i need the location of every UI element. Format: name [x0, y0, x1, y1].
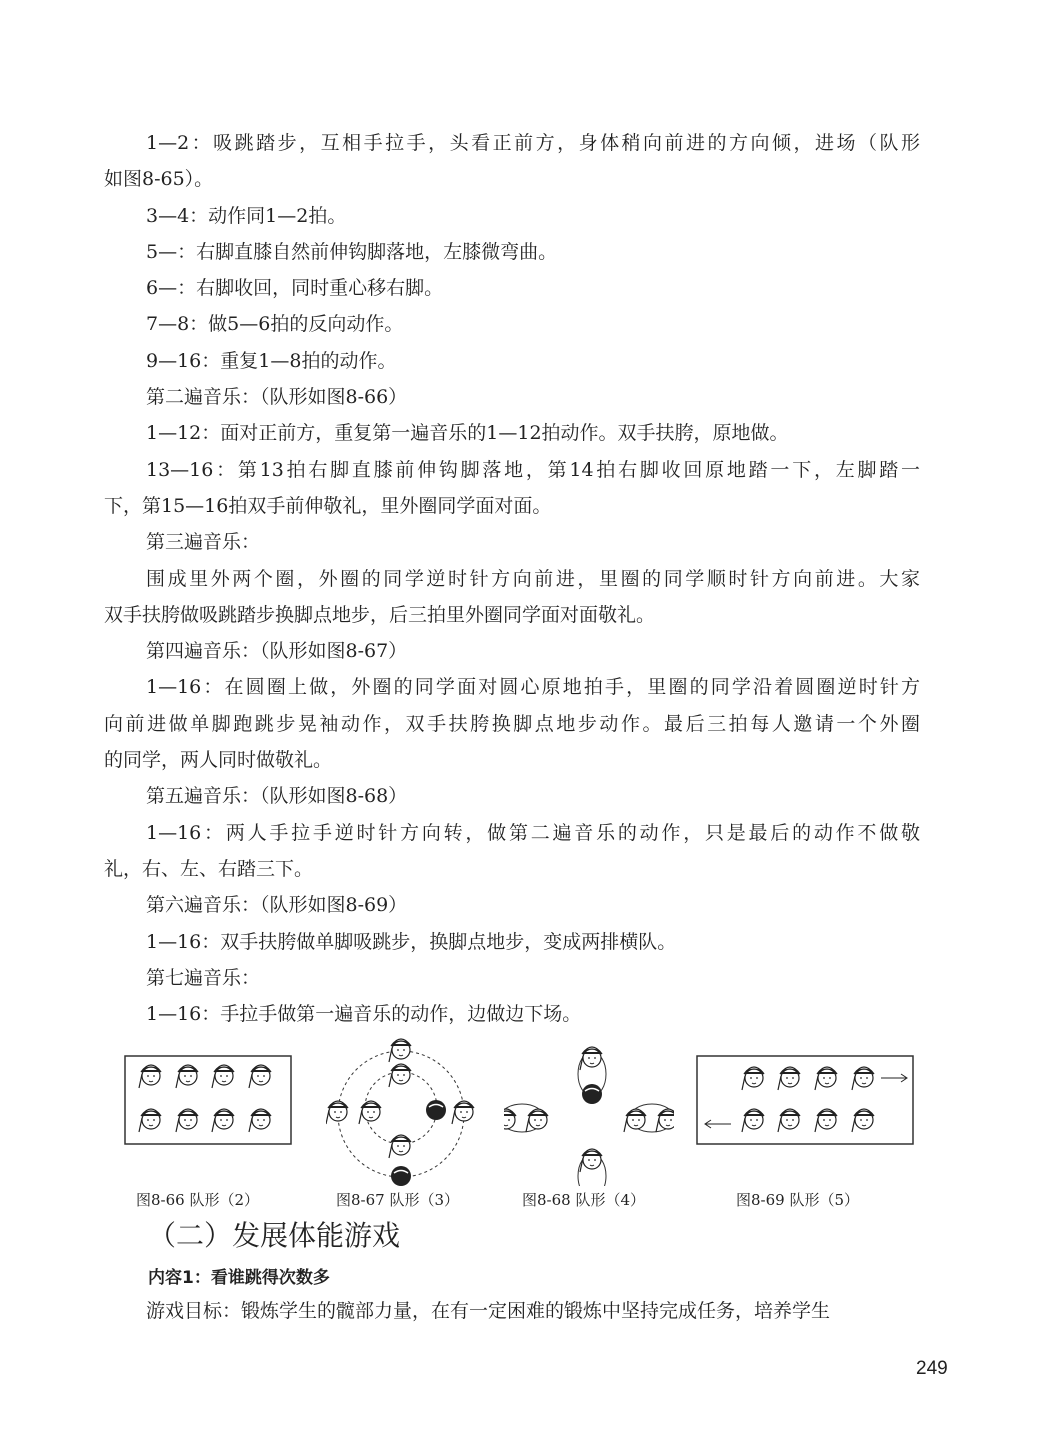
person-face-icon	[778, 1109, 800, 1132]
person-face-icon	[139, 1065, 161, 1088]
paragraph-line: 第二遍音乐：（队形如图8-66）	[146, 386, 408, 409]
paragraph-line: 第六遍音乐：（队形如图8-69）	[146, 894, 408, 917]
person-face-icon	[852, 1067, 874, 1090]
paragraph-line: 1—16：手拉手做第一遍音乐的动作，边做边下场。	[146, 1003, 582, 1026]
person-back-icon	[391, 1166, 411, 1186]
paragraph-line: 3—4：动作同1—2拍。	[146, 204, 347, 227]
person-face-icon	[326, 1101, 348, 1124]
person-face-icon	[656, 1109, 674, 1132]
arrow-left-icon	[705, 1120, 731, 1128]
arrow-right-icon	[881, 1074, 907, 1082]
paragraph-line: 向前进做单脚跑跳步晃袖动作，双手扶胯换脚点地步动作。最后三拍每人邀请一个外圈	[104, 712, 920, 735]
person-face-icon	[249, 1109, 271, 1132]
person-face-icon	[139, 1109, 161, 1132]
paragraph-line: 第四遍音乐：（队形如图8-67）	[146, 640, 408, 663]
figure-caption: 图8-67 队形（3）	[336, 1191, 460, 1209]
section-heading: （二）发展体能游戏	[148, 1219, 401, 1252]
paragraph-line: 礼，右、左、右踏三下。	[104, 857, 314, 880]
page-number: 249	[916, 1358, 948, 1379]
person-face-icon	[504, 1109, 516, 1132]
paragraph-line: 1—16：双手扶胯做单脚吸跳步，换脚点地步，变成两排横队。	[146, 930, 677, 953]
person-face-icon	[526, 1109, 548, 1132]
paragraph-line: 5—：右脚直膝自然前伸钩脚落地，左膝微弯曲。	[146, 240, 558, 263]
person-face-icon	[815, 1067, 837, 1090]
paragraph-line: 双手扶胯做吸跳踏步换脚点地步，后三拍里外圈同学面对面敬礼。	[104, 603, 656, 626]
paragraph-line: 围成里外两个圈，外圈的同学逆时针方向前进，里圈的同学顺时针方向前进。大家	[146, 567, 920, 590]
figure-8-68	[504, 1036, 674, 1186]
paragraph-line: 第七遍音乐：	[146, 966, 261, 989]
paragraph-line: 的同学，两人同时做敬礼。	[104, 749, 333, 772]
person-face-icon	[359, 1101, 381, 1124]
person-back-icon	[582, 1084, 602, 1104]
person-face-icon	[212, 1065, 234, 1088]
formation-box	[697, 1056, 913, 1144]
paragraph-line: 7—8：做5—6拍的反向动作。	[146, 313, 404, 336]
paragraph-line: 13—16：第13拍右脚直膝前伸钩脚落地，第14拍右脚收回原地踏一下，左脚踏一	[146, 458, 920, 481]
person-face-icon	[624, 1109, 646, 1132]
paragraph-line: 游戏目标：锻炼学生的髋部力量，在有一定困难的锻炼中坚持完成任务，培养学生	[146, 1300, 831, 1322]
figure-caption: 图8-68 队形（4）	[522, 1191, 646, 1209]
person-face-icon	[815, 1109, 837, 1132]
paragraph-line: 1—16：在圆圈上做，外圈的同学面对圆心原地拍手，里圈的同学沿着圆圈逆时针方	[146, 676, 920, 699]
formation-figures	[104, 1036, 934, 1186]
person-face-icon	[176, 1065, 198, 1088]
person-face-icon	[742, 1109, 764, 1132]
figure-8-69	[696, 1036, 916, 1146]
person-face-icon	[852, 1109, 874, 1132]
paragraph-line: 第三遍音乐：	[146, 531, 261, 554]
person-face-icon	[778, 1067, 800, 1090]
paragraph-line: 1—2：吸跳踏步，互相手拉手，头看正前方，身体稍向前进的方向倾，进场（队形	[146, 132, 920, 154]
body-text	[104, 125, 920, 1032]
person-face-icon	[580, 1149, 602, 1172]
paragraph-line: 6—：右脚收回，同时重心移右脚。	[146, 277, 444, 300]
paragraph-line: 1—16：两人手拉手逆时针方向转，做第二遍音乐的动作，只是最后的动作不做敬	[146, 821, 920, 844]
figure-caption: 图8-66 队形（2）	[136, 1191, 260, 1209]
paragraph-line: 如图8-65）。	[104, 168, 214, 191]
figure-caption: 图8-69 队形（5）	[736, 1191, 860, 1209]
person-face-icon	[389, 1064, 411, 1087]
person-face-icon	[389, 1135, 411, 1158]
paragraph-line: 下，第15—16拍双手前伸敬礼，里外圈同学面对面。	[104, 494, 552, 517]
paragraph-line: 1—12：面对正前方，重复第一遍音乐的1—12拍动作。双手扶胯，原地做。	[146, 422, 789, 445]
paragraph-line: 第五遍音乐：（队形如图8-68）	[146, 785, 408, 808]
figure-8-66	[124, 1036, 294, 1146]
person-face-icon	[389, 1039, 411, 1062]
person-face-icon	[212, 1109, 234, 1132]
paragraph-line: 9—16：重复1—8拍的动作。	[146, 349, 397, 372]
person-face-icon	[452, 1101, 474, 1124]
person-back-icon	[426, 1100, 446, 1120]
subheading: 内容1：看谁跳得次数多	[148, 1268, 330, 1288]
person-face-icon	[249, 1065, 271, 1088]
person-face-icon	[580, 1047, 602, 1070]
person-face-icon	[742, 1067, 764, 1090]
figure-8-67	[326, 1036, 476, 1186]
person-face-icon	[176, 1109, 198, 1132]
